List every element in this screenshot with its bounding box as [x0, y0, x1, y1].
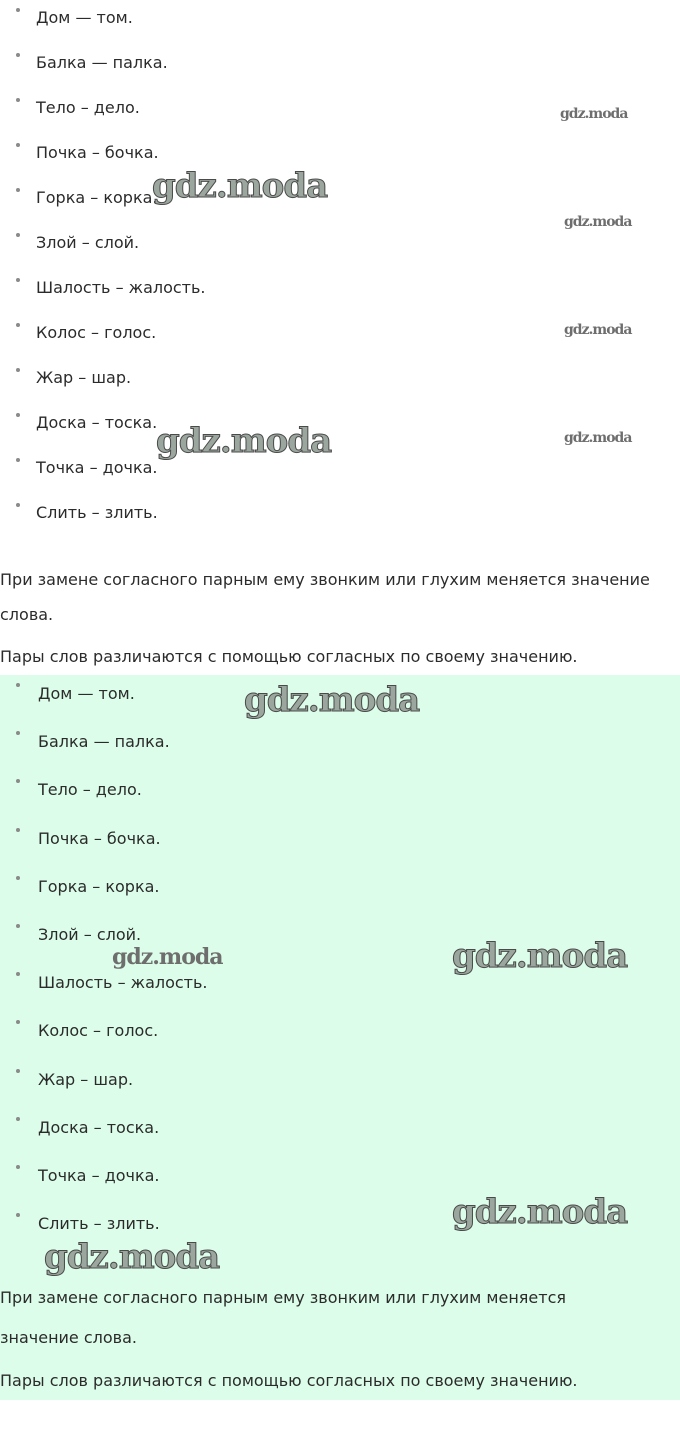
- bullet-icon: [16, 828, 20, 832]
- bullet-icon: [16, 731, 20, 735]
- watermark-logo: gdz.moda: [564, 322, 632, 338]
- top-explanation-paragraph: При замене согласного парным ему звонким или глухим меняется значение слова.: [0, 570, 650, 624]
- list-item: [0, 180, 680, 225]
- bullet-icon: [16, 1165, 20, 1169]
- bullet-icon: [16, 323, 20, 327]
- list-item-text: Почка – бочка.: [38, 828, 161, 848]
- list-item: [0, 405, 680, 450]
- list-item-text: Шалость – жалость.: [38, 973, 208, 993]
- list-item: [0, 1205, 680, 1253]
- list-item: [0, 0, 680, 45]
- list-item: [0, 315, 680, 360]
- list-item-text: Доска – тоска.: [36, 413, 158, 432]
- list-item: [0, 1061, 680, 1109]
- list-item-text: Точка – дочка.: [38, 1165, 160, 1185]
- list-item-text: Тело – дело.: [38, 780, 142, 800]
- list-item: [0, 868, 680, 916]
- list-item-text: Горка – корка.: [36, 188, 158, 207]
- bullet-icon: [16, 972, 20, 976]
- list-item-text: Дом — том.: [36, 8, 133, 27]
- bullet-icon: [16, 143, 20, 147]
- bullet-icon: [16, 503, 20, 507]
- bullet-icon: [16, 779, 20, 783]
- top-conclusion-paragraph: Пары слов различаются с помощью согласных по своему значению.: [0, 647, 578, 666]
- list-item: [0, 225, 680, 270]
- list-item: [0, 820, 680, 868]
- list-item-text: Тело – дело.: [36, 98, 140, 117]
- list-item-text: Балка — палка.: [36, 53, 168, 72]
- list-item: [0, 1109, 680, 1157]
- watermark-logo: gdz.moda: [244, 680, 420, 720]
- list-item-text: Жар – шар.: [36, 368, 132, 387]
- list-item-text: Дом — том.: [38, 684, 135, 703]
- list-item: [0, 45, 680, 90]
- list-item: [0, 270, 680, 315]
- list-item: [0, 675, 680, 723]
- green-word-pairs-list: [0, 675, 680, 1253]
- bullet-icon: [16, 413, 20, 417]
- bullet-icon: [16, 876, 20, 880]
- list-item: [0, 1012, 680, 1060]
- list-item-text: Слить – злить.: [38, 1214, 160, 1234]
- list-item-text: Злой – слой.: [38, 924, 142, 944]
- list-item: [0, 90, 680, 135]
- list-item-text: Слить – злить.: [36, 503, 158, 522]
- watermark-logo: gdz.moda: [152, 166, 328, 206]
- list-item: [0, 495, 680, 540]
- bullet-icon: [16, 1117, 20, 1121]
- top-answer-section: [0, 0, 680, 675]
- list-item: [0, 1157, 680, 1205]
- watermark-logo: gdz.moda: [560, 106, 628, 122]
- watermark-logo: gdz.moda: [564, 214, 632, 230]
- top-word-pairs-list: [0, 0, 680, 540]
- bullet-icon: [16, 8, 20, 12]
- list-item-text: Колос – голос.: [38, 1021, 159, 1041]
- list-item: [0, 916, 680, 964]
- list-item-text: Жар – шар.: [38, 1069, 134, 1089]
- bullet-icon: [16, 368, 20, 372]
- list-item-text: Злой – слой.: [36, 233, 140, 252]
- list-item: [0, 135, 680, 180]
- list-item: [0, 771, 680, 819]
- watermark-logo: gdz.moda: [112, 944, 223, 970]
- green-explanation-paragraph: При замене согласного парным ему звонким или глухим меняется значение слова.: [0, 1288, 567, 1347]
- list-item: [0, 360, 680, 405]
- bullet-icon: [16, 683, 20, 687]
- bullet-icon: [16, 1069, 20, 1073]
- watermark-logo: gdz.moda: [452, 1192, 628, 1232]
- watermark-logo: gdz.moda: [564, 430, 632, 446]
- bullet-icon: [16, 98, 20, 102]
- bullet-icon: [16, 1020, 20, 1024]
- list-item-text: Доска – тоска.: [38, 1117, 160, 1137]
- list-item-text: Горка – корка.: [38, 876, 160, 896]
- bullet-icon: [16, 278, 20, 282]
- watermark-logo: gdz.moda: [452, 936, 628, 976]
- list-item-text: Шалость – жалость.: [36, 278, 206, 297]
- list-item-text: Почка – бочка.: [36, 143, 159, 162]
- bullet-icon: [16, 233, 20, 237]
- list-item-text: Точка – дочка.: [36, 458, 158, 477]
- list-item: [0, 723, 680, 771]
- bullet-icon: [16, 53, 20, 57]
- list-item: [0, 964, 680, 1012]
- list-item: [0, 450, 680, 495]
- watermark-logo: gdz.moda: [156, 421, 332, 461]
- bullet-icon: [16, 924, 20, 928]
- green-conclusion-paragraph: Пары слов различаются с помощью согласных по своему значению.: [0, 1371, 578, 1390]
- bullet-icon: [16, 188, 20, 192]
- bullet-icon: [16, 1213, 20, 1217]
- list-item-text: Балка — палка.: [38, 732, 170, 752]
- list-item-text: Колос – голос.: [36, 323, 157, 342]
- bullet-icon: [16, 458, 20, 462]
- watermark-logo: gdz.moda: [44, 1237, 220, 1277]
